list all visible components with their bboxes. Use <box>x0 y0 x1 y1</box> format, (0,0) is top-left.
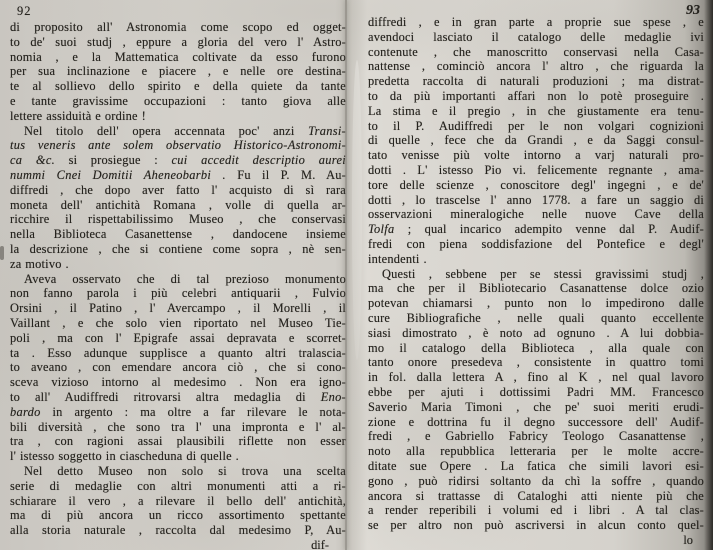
text-line <box>10 183 346 198</box>
text-line <box>368 459 704 474</box>
text-run: avendoci lasciato il catalogo delle medaglie ivi <box>368 29 704 44</box>
text-line <box>10 420 346 435</box>
text-line <box>368 222 704 237</box>
text-run: e tante gravissime occupazioni : tanto giova alle <box>10 93 346 108</box>
text-run: mo il catalogo della Biblioteca , alla quale con <box>368 340 704 355</box>
page-93-text-block <box>368 15 704 548</box>
text-line <box>368 193 704 208</box>
text-line <box>10 94 346 109</box>
text-run: to de' suoi studj , eppure a gloria del vero l' Astro- <box>10 34 346 49</box>
text-run: si prosiegue : <box>55 153 172 168</box>
catchword: lo <box>683 532 693 547</box>
text-line <box>368 503 704 518</box>
text-line <box>368 59 704 74</box>
text-run: intendenti . <box>368 251 427 266</box>
text-line <box>368 444 704 459</box>
text-line <box>368 311 704 326</box>
text-run: zione e dottrina fu il degno successore dell' Audif- <box>368 414 704 429</box>
text-line <box>10 242 346 257</box>
text-run: per sua inclinazione e piacere , e nelle ore destina- <box>10 64 346 79</box>
text-line <box>368 296 704 311</box>
text-line <box>368 207 704 222</box>
text-run: sceva vizioso intorno al medesimo . Non era igno- <box>10 375 346 390</box>
text-line <box>10 434 346 449</box>
text-line <box>10 301 346 316</box>
text-run: Saverio Maria Timoni , che pe' suoi meriti erudi- <box>368 399 704 414</box>
text-line <box>10 360 346 375</box>
italic-text-run: ca &c. <box>10 153 56 168</box>
text-run: tra , con ragioni assai plausibili riflette non esser <box>10 434 346 449</box>
text-run: ancora si trattasse di Cataloghi atti niente più che <box>368 488 704 503</box>
text-run: contenute , che manoscritto conservasi nella Casa- <box>368 44 704 59</box>
text-run: to da più importanti affari non lo potè proseguire . <box>368 88 704 103</box>
text-run: diffredi , e in gran parte a proprie sue spese , e <box>368 15 704 29</box>
text-line <box>368 30 704 45</box>
text-line <box>368 148 704 163</box>
text-line <box>368 474 704 489</box>
text-line <box>10 523 346 538</box>
text-line <box>10 35 346 50</box>
italic-text-run: Tolfa <box>368 222 395 237</box>
text-run: in fol. dalla lettera A , fino al K , nel qual lavoro <box>368 370 704 385</box>
text-line <box>10 479 346 494</box>
text-run: fredi , e Gabriello Fabricy Teologo Casanattense , <box>368 429 704 444</box>
catchword: dif- <box>311 537 329 550</box>
text-run: predetta raccolta di naturali produzioni ; ma distrat- <box>368 74 704 89</box>
gutter-highlight <box>352 60 362 360</box>
text-run: schiarare il vero , a rilevare il bello dell' antichità, <box>10 493 346 508</box>
text-line <box>10 50 346 65</box>
text-line <box>10 20 346 35</box>
text-run: dotti . L' istesso Pio vi. felicemente regnante , ama- <box>368 162 704 177</box>
text-line <box>368 74 704 89</box>
text-line <box>368 104 704 119</box>
scan-edge-shadow <box>704 0 713 550</box>
text-line <box>10 449 346 464</box>
text-line <box>368 163 704 178</box>
text-run: ma che per il Bibliotecario Casanattense dolce ozio <box>368 281 704 296</box>
text-run: alla storia naturale , raccolta dal medesimo P, Au- <box>10 523 346 538</box>
text-line <box>10 153 346 168</box>
text-run: noto alla repubblica letteraria per le molte accre- <box>368 444 704 459</box>
text-run: bili diversità , che sono tra l' una impronta e l' al- <box>10 419 346 434</box>
text-run: la descrizione , che si contiene come sopra , nè sen- <box>10 241 346 256</box>
text-run: ditate sue Opere . La fatica che simili lavori esi- <box>368 458 704 473</box>
text-run: to all' Audiffredi ritrovarsi altra medaglia di <box>10 389 321 404</box>
text-line <box>368 415 704 430</box>
text-line <box>10 331 346 346</box>
text-run: di proposito all' Astronomia come scopo ed ogget- <box>10 20 346 34</box>
text-run: lettere assiduità e ordine ! <box>10 108 146 123</box>
text-line <box>368 281 704 296</box>
text-run: fredi con piena soddisfazione del Pontefice e degl' <box>368 236 704 251</box>
margin-ink-mark <box>0 246 4 260</box>
italic-text-run: cui accedit descriptio aurei <box>171 153 346 168</box>
text-line <box>10 286 346 301</box>
text-line <box>10 64 346 79</box>
text-run: Nel titolo dell' opera accennata poc' anzi <box>24 123 309 138</box>
italic-text-run: tus veneris ante solem observatio Historico-Astronomi- <box>10 138 346 153</box>
text-run: ta . Esso adunque supplisce a quanto altri tralascia- <box>10 345 346 360</box>
text-line <box>10 375 346 390</box>
italic-text-run: nummi Cnei Domitii Aheneobarbi . <box>10 167 226 182</box>
text-line <box>10 316 346 331</box>
text-run: Orsini , il Patino , l' Avercampo , il Morelli , il <box>10 301 346 316</box>
text-run: se per altro non può ascriversi in alcun conto quel- <box>368 518 704 533</box>
text-run: nella Biblioteca Casanettense , dandocene insieme <box>10 227 346 242</box>
text-run: non fanno parola i più celebri antiquarii , Fulvio <box>10 286 346 301</box>
text-run: diffredi , che dopo aver fatto l' acquisto di sì rara <box>10 182 346 197</box>
text-line <box>10 198 346 213</box>
text-run: di quelle , fece che da Grandi , e da Saggi consul- <box>368 133 704 148</box>
text-line <box>10 508 346 523</box>
text-run: Fu il P. M. Au- <box>225 167 346 182</box>
text-run: to il P. Audiffredi per le non volgari cognizioni <box>368 118 704 133</box>
text-line <box>368 370 704 385</box>
text-run: Nel detto Museo non solo si trova una scelta <box>24 463 346 478</box>
text-run: moneta dell' antichità Romana , volle di quella ar- <box>10 197 346 212</box>
italic-text-run: Eno- <box>320 389 346 404</box>
text-line <box>368 385 704 400</box>
text-line <box>10 138 346 153</box>
text-line <box>10 464 346 479</box>
text-line <box>368 489 704 504</box>
text-run: ebbe per ajuti i dottissimi Padri MM. Francesco <box>368 384 704 399</box>
text-line <box>368 15 704 30</box>
text-run: te al sollievo dello spirito e della quiete da tante <box>10 79 346 94</box>
text-line <box>368 133 704 148</box>
text-line <box>368 45 704 60</box>
text-line <box>368 400 704 415</box>
text-line <box>10 272 346 287</box>
text-run: cure Bibliografiche , nelle quali quanto eccellente <box>368 310 704 325</box>
text-line <box>368 252 704 267</box>
text-line <box>10 79 346 94</box>
page-92-text-block <box>10 20 346 550</box>
text-run: Aveva osservato che di tal prezioso monumento <box>24 271 346 286</box>
page-number-left: 92 <box>17 4 32 18</box>
text-run: to aveano , con emendare ancora ciò , che si cono- <box>10 360 346 375</box>
text-run: Questi , sebbene per se stessi gravissimi studj , <box>382 266 704 281</box>
text-line <box>10 405 346 420</box>
text-line <box>10 168 346 183</box>
text-line <box>10 124 346 139</box>
text-run: ; qual incarico adempito venne dal P. Audif- <box>394 222 704 237</box>
text-line <box>10 227 346 242</box>
text-run: a render reperibili i volumi ed i libri . A tal clas- <box>368 503 704 518</box>
text-run: za motivo . <box>10 256 69 271</box>
text-run: tato venisse più volte intorno a varj naturali pro- <box>368 148 704 163</box>
text-run: in argento : ma oltre a far rilevare le nota- <box>40 404 346 419</box>
text-line <box>368 119 704 134</box>
text-run: ma di più ancora un ricco assortimento spettante <box>10 508 346 523</box>
text-run: ricchire il rispettabilissimo Museo , che conservasi <box>10 212 346 227</box>
text-line <box>368 267 704 282</box>
text-run: l' istesso soggetto in ciascheduna di quelle . <box>10 449 239 464</box>
text-line <box>368 355 704 370</box>
text-line <box>10 109 346 124</box>
text-run: Vaillant , e che solo vien riportato nel Museo Tie- <box>10 315 346 330</box>
text-run: dotti , lo trascelse l' anno 1778. a fare un saggio di <box>368 192 704 207</box>
text-run: poli , ma con l' Epigrafe assai depravata e scorret- <box>10 330 346 345</box>
text-run: tore delle scienze , conoscitore degl' ingegni , e de' <box>368 177 704 192</box>
text-run: La stima e il pregio , in che giustamente era tenu- <box>368 103 704 118</box>
italic-text-run: bardo <box>10 404 41 419</box>
text-line <box>10 257 346 272</box>
text-line <box>10 346 346 361</box>
text-run: nattense , cominciò ancora l' altro , che riguarda la <box>368 59 704 74</box>
text-line <box>10 212 346 227</box>
text-run: nomia , e la Mattematica coltivate da esso furono <box>10 49 346 64</box>
text-line <box>368 89 704 104</box>
text-line <box>368 429 704 444</box>
text-line <box>368 518 704 533</box>
page-gutter-line <box>345 0 347 550</box>
text-run: gono , può ridirsi soltanto da chì la soffre , quando <box>368 473 704 488</box>
text-line <box>368 237 704 252</box>
text-line <box>10 390 346 405</box>
text-run: potevan chiamarsi , punto non lo impedirono dalle <box>368 296 704 311</box>
page-number-right: 93 <box>686 3 700 18</box>
text-line <box>368 341 704 356</box>
text-run: tanto onore presedeva , consistente in quattro tomi <box>368 355 704 370</box>
text-run: serie di medaglie con altri monumenti atti a ri- <box>10 478 346 493</box>
text-line <box>10 494 346 509</box>
text-run: osservazioni mineralogiche nelle nuove Cave della <box>368 207 704 222</box>
italic-text-run: Transi- <box>308 123 346 138</box>
text-line <box>368 178 704 193</box>
text-line <box>368 326 704 341</box>
text-run: siasi dimostrato , è noto ad ognuno . A lui dobbia- <box>368 325 704 340</box>
